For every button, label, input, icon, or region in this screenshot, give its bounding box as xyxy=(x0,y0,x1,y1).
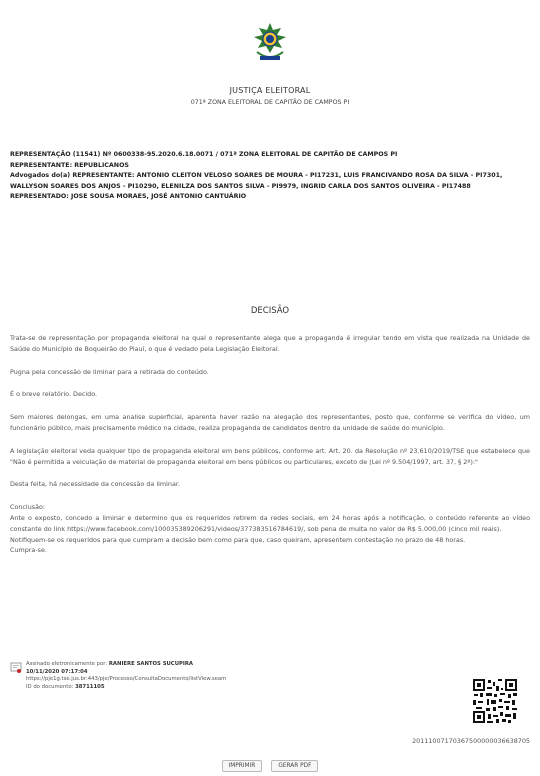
section-title: DECISÃO xyxy=(250,306,290,316)
paragraph: Trata-se de representação por propaganda eleitoral na qual o representante alega que a propaganda é irregular tendo em vista que realizada na Unidade de Saúde do Município de Boqueirão do Piauí, o que é vedado pela Legislação Eleitoral. xyxy=(10,334,530,353)
case-number: REPRESENTAÇÃO (11541) Nº 0600338-95.2020.6.18.0071 / 071ª ZONA ELEITORAL DE CAPITÃO DE CAMPOS PI xyxy=(10,151,398,158)
signature-block xyxy=(10,661,226,691)
lawyers: Advogados do(a) REPRESENTANTE: ANTONIO CLEITON VELOSO SOARES DE MOURA - PI17231, LUIS FRANCIVANDO ROSA DA SILVA - PI7301, WALLYSON SOARES DOS ANJOS - PI10290, ELENILZA DOS SANTOS SILVA - PI9979, INGRID CARLA DOS SANTOS OLIVEIRA - PI17488 xyxy=(10,172,503,190)
action-buttons xyxy=(0,752,540,772)
notification-text: Notifiquem-se os requeridos para que cumpram a decisão bem como para que, caso queiram, apresentem contestação no prazo de 48 horas. xyxy=(10,535,466,544)
paragraph: Pugna pela concessão de liminar para a retirada do conteúdo. xyxy=(10,367,209,376)
certificate-icon xyxy=(10,662,22,674)
signed-by-label: Assinado eletronicamente por: xyxy=(26,661,108,667)
decision-body xyxy=(10,333,530,556)
plaintiff: REPRESENTANTE: REPUBLICANOS xyxy=(10,161,129,169)
generate-pdf-button[interactable]: GERAR PDF xyxy=(271,760,318,772)
qr-code-icon xyxy=(472,678,518,724)
case-metadata xyxy=(10,150,530,203)
document-number: 20111007170367500000036638705 xyxy=(412,737,530,745)
closing-text: Cumpra-se. xyxy=(10,546,47,555)
validation-url[interactable]: https://pje1g.tse.jus.br:443/pje/Processo/ConsultaDocumento/listView.seam xyxy=(26,676,227,683)
paragraph: A legislação eleitoral veda qualquer tipo de propaganda eleitoral em bens públicos, conforme art. Art. 20. da Resolução nº 23.610/2019/TSE que estabelece que "Não é permitida a veiculação de material de propaganda eleitoral em bens públicos ou particulares, exceto de (Lei nº 9.504/1997, art. 37, § 2º):" xyxy=(10,446,530,466)
court-title: JUSTIÇA ELEITORAL xyxy=(229,86,311,95)
signer-name: RANIERE SANTOS SUCUPIRA xyxy=(108,661,194,667)
doc-id: 38711105 xyxy=(75,683,105,690)
conclusion-text: Ante o exposto, concedo a liminar e determino que os requeridos retirem da redes sociais, em 24 horas após a notificação, o conteúdo referente ao vídeo constante do link https://www.facebook.com/100035389206291/videos/377383516784619/, sob pena de multa no valor de R$ 5.000,00 (cinco mil reais). xyxy=(10,513,530,533)
defendant: REPRESENTADO: JOSE SOUSA MORAES, JOSÉ ANTONIO CANTUÁRIO xyxy=(10,193,247,200)
court-subtitle: 071ª ZONA ELEITORAL DE CAPITÃO DE CAMPOS PI xyxy=(190,99,350,106)
paragraph: É o breve relatório. Decido. xyxy=(10,390,98,399)
coat-of-arms-icon xyxy=(251,22,289,64)
conclusion-heading: Conclusão: xyxy=(10,503,46,512)
print-button[interactable]: IMPRIMIR xyxy=(222,760,263,772)
paragraph: Desta feita, há necessidade da concessão da liminar. xyxy=(10,480,180,489)
signed-datetime: 10/11/2020 07:17:04 xyxy=(26,668,88,675)
paragraph: Sem maiores delongas, em uma analise superficial, aparenta haver razão na alegação dos representantes, posto que, conforme se verifica do vídeo, um funcionário público, mais precisamente médico na cidade, realiza propaganda de candidatos dentro da unidade de saúde do município. xyxy=(10,413,530,432)
doc-id-label: ID do documento: xyxy=(26,683,74,690)
